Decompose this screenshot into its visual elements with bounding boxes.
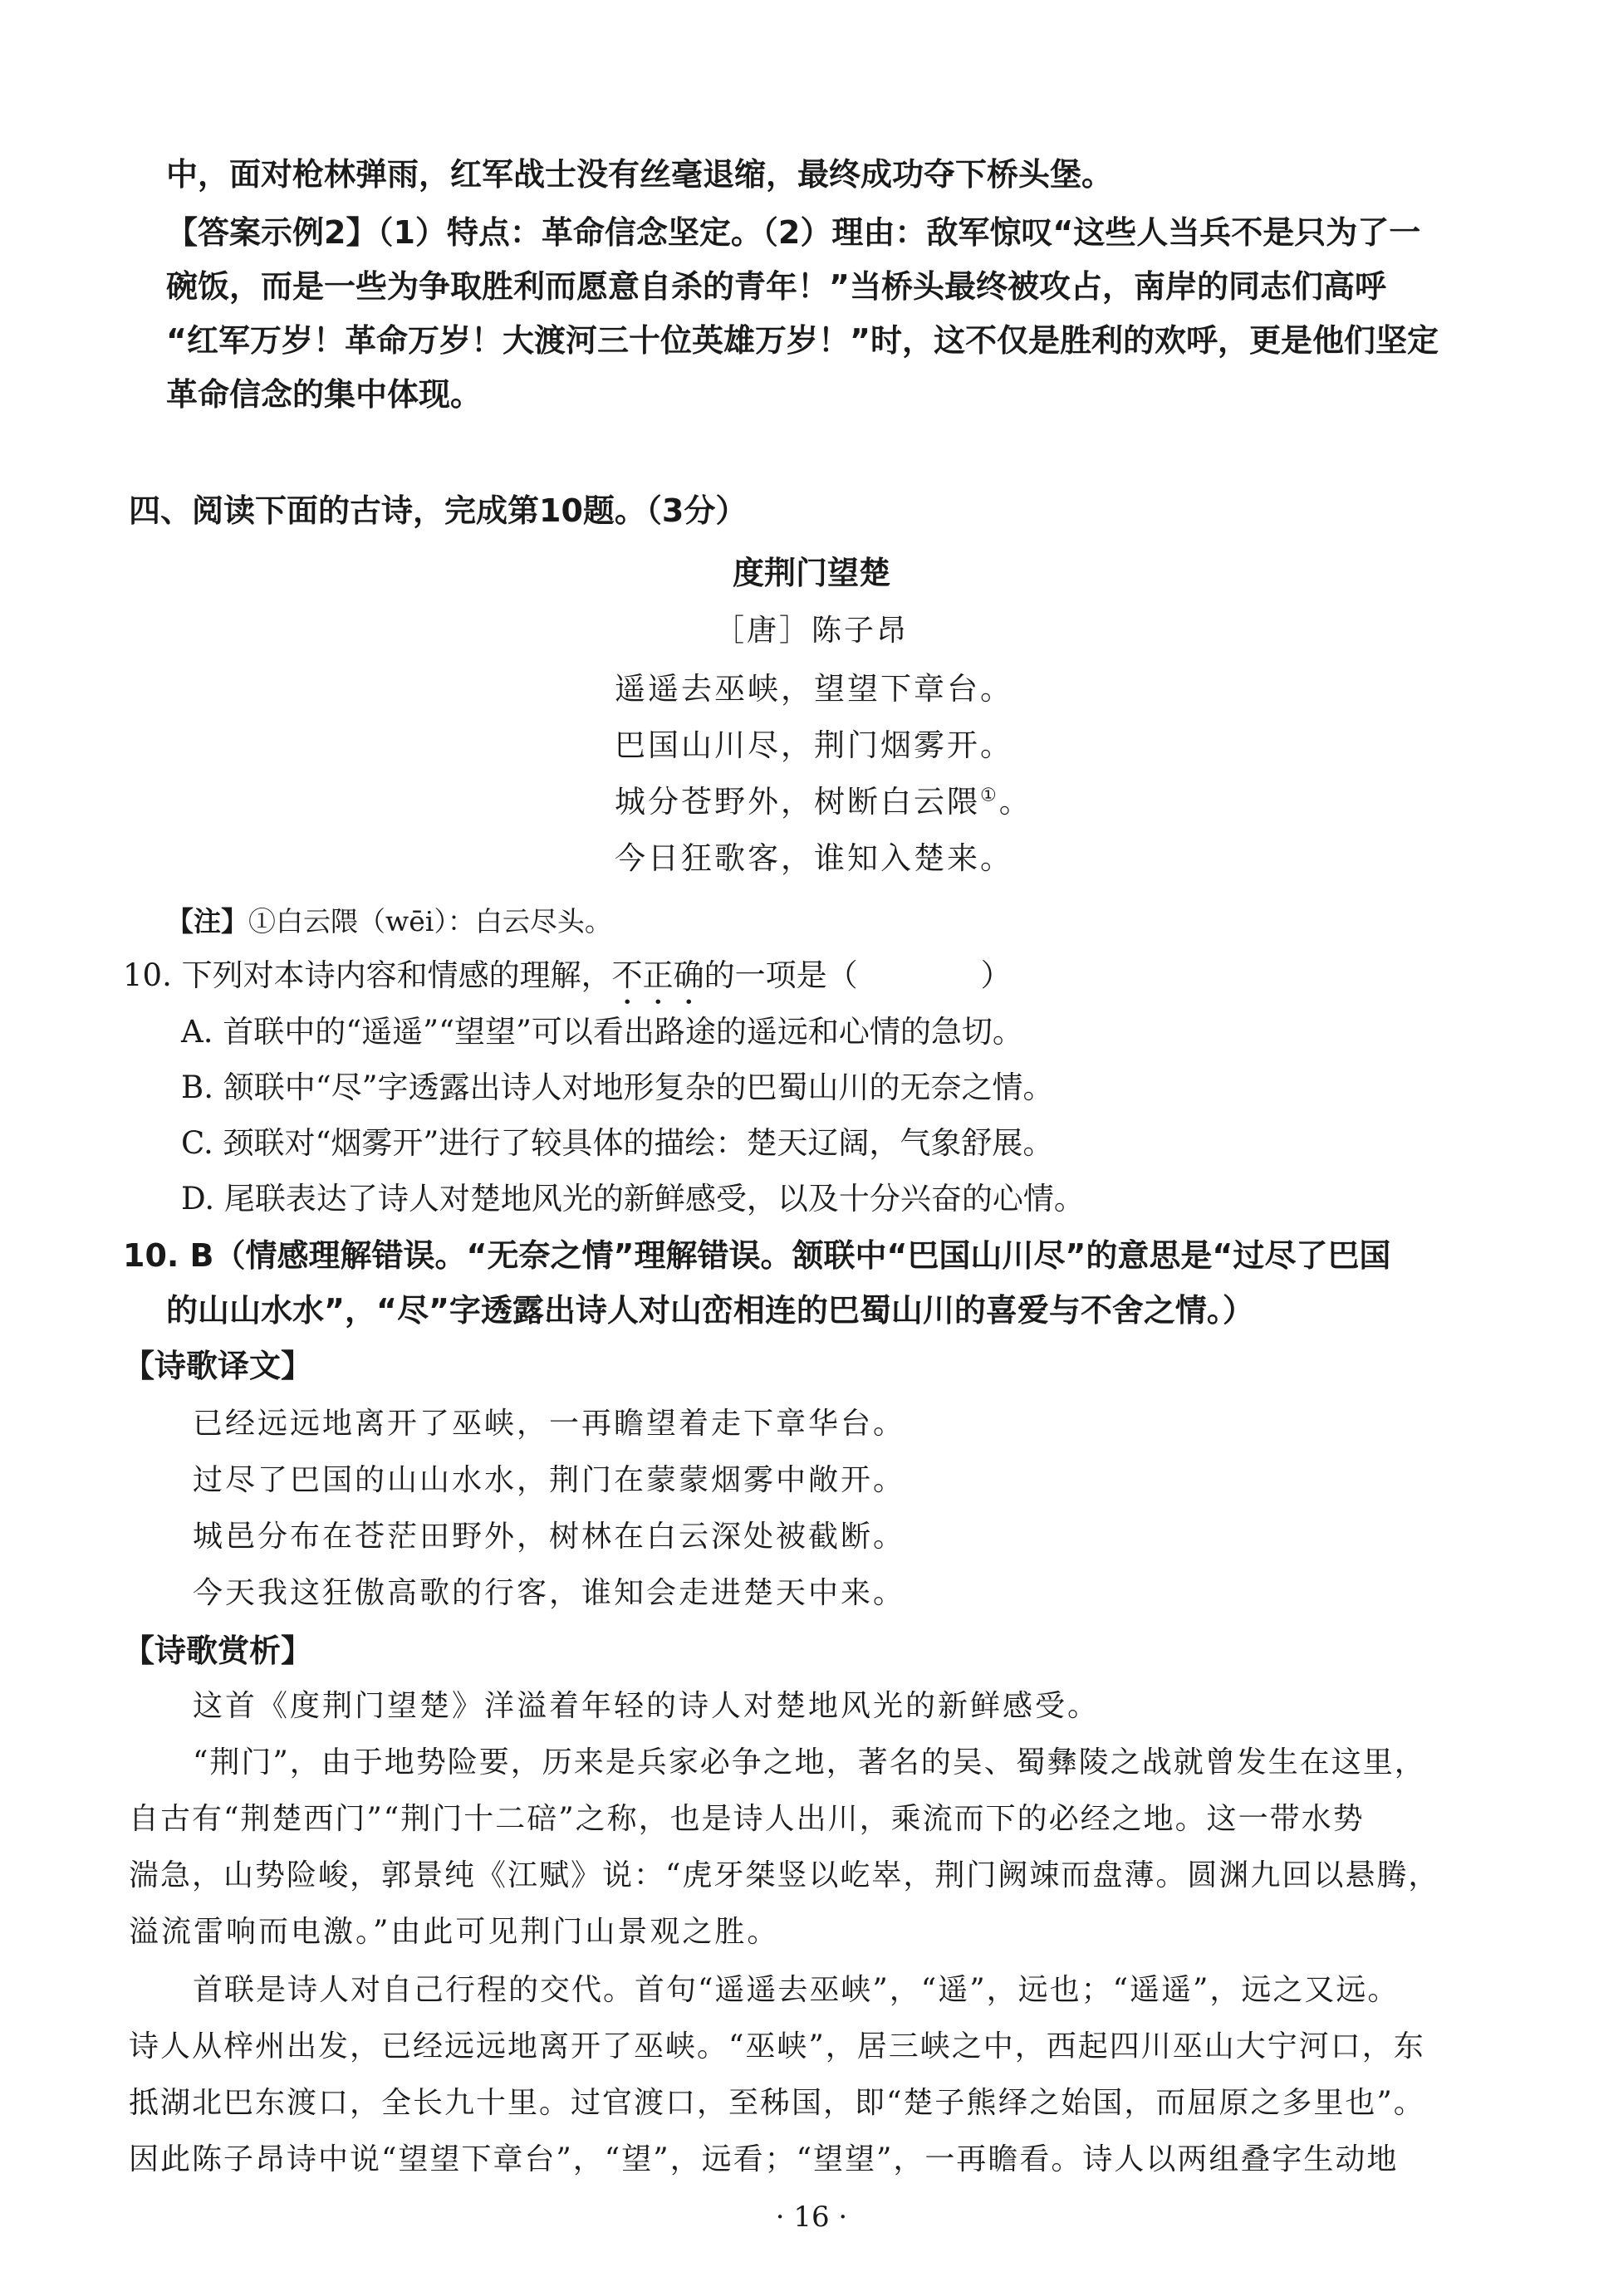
poem-line-1: 遥遥去巫峡，望望下章台。 [615, 671, 1013, 707]
appreciation-line-7: 诗人从梓州出发，已经远远地离开了巫峡。“巫峡”，居三峡之中，西起四川巫山大宁河口，东 [129, 2029, 1425, 2063]
appreciation-line-5: 溢流雷响而电激。”由此可见荆门山景观之胜。 [129, 1915, 780, 1949]
example2-line2: 碗饭，而是一些为争取胜利而愿意自杀的青年！”当桥头最终被攻占，南岸的同志们高呼 [166, 268, 1386, 305]
example2-line3: “红军万岁！革命万岁！大渡河三十位英雄万岁！”时，这不仅是胜利的欢呼，更是他们坚定 [166, 322, 1439, 359]
option-c: C. 颈联对“烟雾开”进行了较具体的描绘：楚天辽阔，气象舒展。 [181, 1125, 1054, 1161]
answer10-line2: 的山山水水”，“尽”字透露出诗人对山峦相连的巴蜀山川的喜爱与不舍之情。） [166, 1292, 1254, 1329]
section4-heading: 四、阅读下面的古诗，完成第10题。（3分） [129, 492, 748, 529]
question-emphasis: 不正确 [611, 957, 704, 993]
note-mark: ① [980, 785, 999, 806]
option-a: A. 首联中的“遥遥”“望望”可以看出路途的遥远和心情的急切。 [181, 1014, 1023, 1050]
translation-line-2: 过尽了巴国的山山水水，荆门在蒙蒙烟雾中敞开。 [193, 1463, 906, 1497]
poem-line-3 [615, 781, 1032, 823]
answer10-line1: 10. B（情感理解错误。“无奈之情”理解错误。颔联中“巴国山川尽”的意思是“过尽了巴国 [123, 1237, 1391, 1274]
answer-continuation: 中，面对枪林弹雨，红军战士没有丝毫退缩，最终成功夺下桥头堡。 [166, 156, 1114, 193]
appreciation-line-4: 湍急，山势险峻，郭景纯《江赋》说：“虎牙桀竖以屹崒，荆门阙竦而盘薄。圆渊九回以悬腾， [129, 1858, 1440, 1892]
appreciation-line-6: 首联是诗人对自己行程的交代。首句“遥遥去巫峡”，“遥”，远也；“遥遥”，远之又远。 [193, 1973, 1400, 2007]
question-suffix: 的一项是（ ） [704, 957, 1012, 993]
translation-heading: 【诗歌译文】 [123, 1348, 313, 1384]
question-prefix: 10. 下列对本诗内容和情感的理解， [123, 957, 612, 993]
question-10 [123, 955, 1012, 1011]
page-number: · 16 · [775, 2201, 848, 2234]
note-text: ①白云隈（wēi）：白云尽头。 [248, 905, 612, 937]
appreciation-line-2: “荆门”，由于地势险要，历来是兵家必争之地，著名的吴、蜀彝陵之战就曾发生在这里， [193, 1745, 1426, 1780]
appreciation-line-9: 因此陈子昂诗中说“望望下章台”，“望”，远看；“望望”，一再瞻看。诗人以两组叠字生动地 [129, 2142, 1399, 2176]
poem-line-2: 巴国山川尽，荆门烟雾开。 [615, 727, 1013, 763]
appreciation-line-3: 自古有“荆楚西门”“荆门十二碚”之称，也是诗人出川，乘流而下的必经之地。这一带水势 [129, 1802, 1365, 1836]
translation-line-4: 今天我这狂傲高歌的行客，谁知会走进楚天中来。 [193, 1576, 906, 1610]
translation-line-1: 已经远远地离开了巫峡，一再瞻望着走下章华台。 [193, 1407, 906, 1441]
option-b: B. 颔联中“尽”字透露出诗人对地形复杂的巴蜀山川的无奈之情。 [181, 1070, 1054, 1105]
example2-line1: 【答案示例2】（1）特点：革命信念坚定。（2）理由：敌军惊叹“这些人当兵不是只为了一 [166, 214, 1421, 251]
poem-author: ［唐］陈子昂 [713, 614, 909, 648]
option-d: D. 尾联表达了诗人对楚地风光的新鲜感受，以及十分兴奋的心情。 [181, 1181, 1085, 1217]
note-label: 【注】 [166, 905, 248, 937]
appreciation-line-8: 抵湖北巴东渡口，全长九十里。过官渡口，至秭国，即“楚子熊绎之始国，而屈原之多里也”。 [129, 2086, 1425, 2120]
poem-note [166, 901, 612, 942]
poem-line-3-end: 。 [998, 784, 1032, 820]
poem-title: 度荆门望楚 [732, 555, 890, 591]
appreciation-line-1: 这首《度荆门望楚》洋溢着年轻的诗人对楚地风光的新鲜感受。 [193, 1689, 1101, 1723]
poem-line-4: 今日狂歌客，谁知入楚来。 [615, 840, 1013, 876]
translation-line-3: 城邑分布在苍茫田野外，树林在白云深处被截断。 [193, 1520, 906, 1554]
poem-line-3-text: 城分苍野外，树断白云隈 [615, 784, 980, 820]
example2-line4: 革命信念的集中体现。 [166, 376, 483, 413]
appreciation-heading: 【诗歌赏析】 [123, 1633, 313, 1669]
